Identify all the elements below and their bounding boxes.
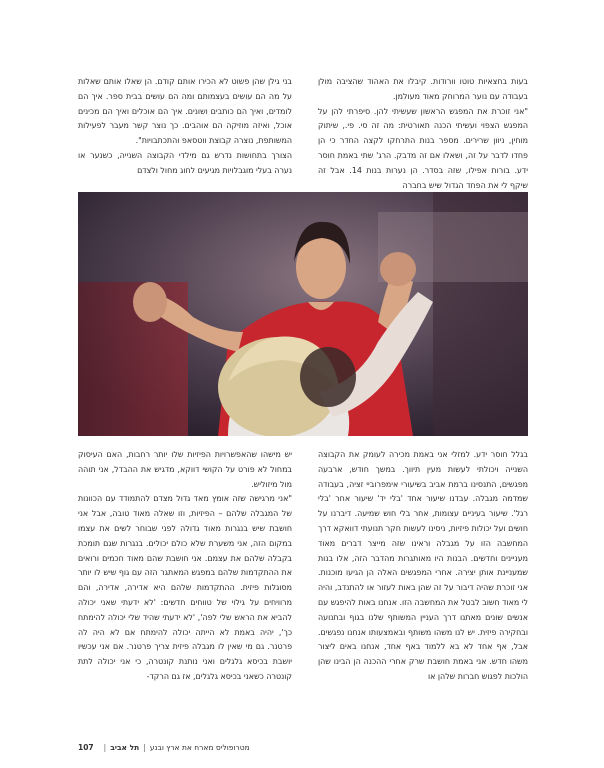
dance-class-photo (78, 192, 528, 436)
text-column-bottom-right (318, 448, 528, 730)
paragraph: יש מישהו שהאפשרויות הפיזיות שלו יותר רחבות, האם העיסוק במחול לא פורט על הקושי דווקא, מדגיש את ההבדל, אני תוהה מול מיזוליש. (78, 450, 292, 489)
page-number: 107 (78, 742, 94, 752)
paragraph: בגלל חוסר ידע. למזלי אני באמת מכירה לעומק את הקבוצה השנייה ויכולתי לעשות מעין תיווך. במשך חודש, ארבעה מפגשים, התנסינו ברמת אביב בשיעורי אימפרוביי זציה, בעבודה שמדמה מגבלה. עבדנו שיעור אחד 'בלי יד' שיעור אחר 'בלי רגל'. שיעור בעיניים עצומות, אחר בלי חוש שמיעה. דיברנו על חושים ועל יכולות פיזיות, ניסינו לעשות חקר תנועתי דוואקא דרך המחשבה הזו על מגבלה וראינו שזה מייצר דברים מאוד מעניינים וחדשים. הבנות היו מאותגרות מהדבר הזה, אלו בנות שמעניינת אותן יצירה. אחרי המפגשים האלה הן הגיעו מוכנות. אני זוכרת שהיה דיבור על זה שהן באות לעזור או להתנדב, והיה לי מאוד חשוב לבטל את המחשבה הזו. אנחנו באות להיפגש עם אנשים שונים מאתנו דרך העניין המשותף שלנו בגוף ובתנועה ובחקירה פיזית. יש לנו משהו משותף ובאמצעותו אנחנו נפגשים. אבל, אף אחד לא בא ללמוד באף אחד, אנחנו באים ליצור משהו חדש. אני באמת חושבת שרק אחרי ההכנה הן הבינו שהן הולכות לפגוש חברות שלהן או (318, 450, 528, 681)
footer-tagline: מטרופוליס מארח את ארץ ובנע (149, 742, 250, 752)
footer-separator: | (143, 742, 146, 752)
text-column-top-left (78, 75, 292, 187)
paragraph: בני גילן שהן פשוט לא הכירו אותם קודם. הן שאלו אותם שאלות על מה הם עושים בעצמותם ומה הם עושים בבית ספר. איך הם לומדים, ואיך הם כותבים ושונים. איך הם אוכלים ואיך הם מכינים אוכל, ואיזה מוזיקה הם אוהבים. כך נוצר קשר מעבר לפעילות המשותפת, נוצרה קבוצת ווטסאפ והתכתבויות". (78, 77, 292, 146)
paragraph: "אני זוכרת את המפגש הראשון שעשיתי להן. סיפרתי להן על המפגש הצפוי ועשיתי הכנה תאורטית: מה זה סי. פי., שיתוק מוחין, ניוון שרירים. מספר בנות התרחקו לקצה החדר כי הן פחדו לדבר על זה, ושאלו אם זה מדבק. הרג' שתי באמת חוסר ידע. בורות אפילו, שזה בסדר. הן נערות בנות 14. אבל זה שיקף לי את הפחד הגדול שיש בחברה (318, 106, 528, 190)
page-footer (78, 740, 528, 754)
paragraph: בעות בחצאיות טוטו וורודות. קיבלו את האהוד שהציבה מולן בעבודה עם נוער המרוחק מאוד מעולמן. (318, 77, 528, 101)
footer-city: תל אביב (110, 742, 140, 752)
text-column-bottom-left (78, 448, 292, 730)
paragraph: "אני מרגישה שזה אומץ מאד גדול מצדם להתמודד עם הכוונות של המגבלה שלהם – הפיזיות, וזו שאלה מאוד טובה, אבל אני חושבת שיש בנגרות מאוד גדולה לפני שבוחר לשים את עצמו במקום הזה, אני משערת שלא כולם יכולים. בנגרות שגם תומכת בקבלה שלהם את עצמם. אני חושבת שהם מאוד חכמים ורואים את ההתקדמות שלהם במפגש המאתגר הזה עם גוף שיש לו יותר מסוגלות פיזית. ההתקדמות שלהם היא אדירה, אדירה, והם מרוויחים על גילוי של טווחים חדשים: 'לא ידעתי שאני יכולה להביא את הראש שלי לפה', 'לא ידעתי שהיד שלי יכולה להימתח כך', יהיה באמת לא הייתה יכולה להימתח אם לא היה לה פרטנר. גם מי שאין לו מגבלה פיזית צריך פרטנר. אם אני עכשיו יושבת בכיסא גלגלים ואני נותנת קונטרה, כי אני יכולה לתת קונטרה כשאני בכיסא גלגלים, אז גם הרקד- (78, 494, 292, 681)
text-column-top-right (318, 75, 528, 190)
footer-separator: | (103, 742, 107, 752)
paragraph: הצורך בתחושות נדרש גם מילדי הקבוצה השנייה, כשנער או נערה בעלי מוגבלויות מגיעים לחוג מחול ולצדם (78, 150, 292, 175)
